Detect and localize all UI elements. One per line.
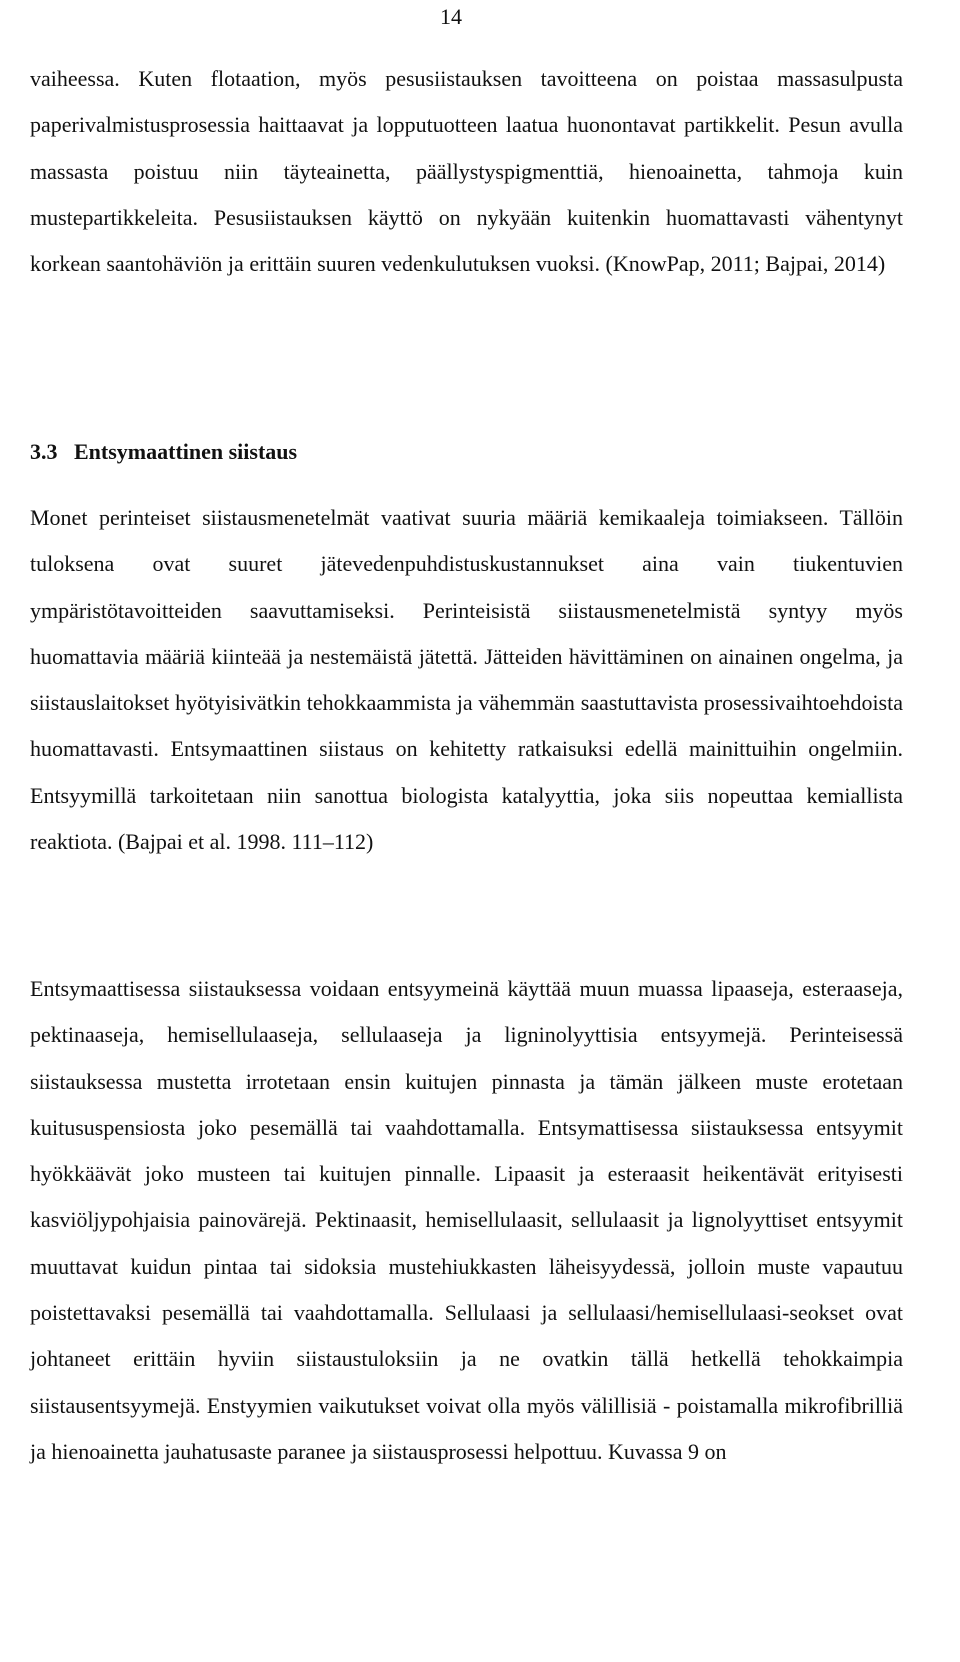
paragraph-2: Monet perinteiset siistausmenetelmät vaativat suuria määriä kemikaaleja toimiakseen. Tällöin tuloksena ovat suuret jätevedenpuhdistuskustannukset aina vain tiukentuvien ympäristötavoitteiden saavuttamiseksi. Perinteisistä siistausmenetelmistä syntyy myös huomattavia määriä kiinteää ja nestemäistä jätettä. Jätteiden hävittäminen on ainainen ongelma, ja siistauslaitokset hyötyisivätkin tehokkaammista ja vähemmän saastuttavista prosessivaihtoehdoista huomattavasti. Entsymaattinen siistaus on kehitetty ratkaisuksi edellä mainittuihin ongelmiin. Entsyymillä tarkoitetaan niin sanottua biologista katalyyttia, joka siis nopeuttaa kemiallista reaktiota. (Bajpai et al. 1998. 111–112) bbox=[30, 505, 903, 855]
paragraph-3: Entsymaattisessa siistauksessa voidaan entsyymeinä käyttää muun muassa lipaaseja, esteraaseja, pektinaaseja, hemisellulaaseja, sellulaaseja ja ligninolyyttisia entsyymejä. Perinteisessä siistauksessa mustetta irrotetaan ensin kuitujen pinnasta ja tämän jälkeen muste erotetaan kuitususpensiosta joko pesemällä tai vaahdottamalla. Entsymattisessa siistauksessa entsyymit hyökkäävät joko musteen tai kuitujen pinnalle. Lipaasit ja esteraasit heikentävät erityisesti kasviöljypohjaisia painovärejä. Pektinaasit, hemisellulaasit, sellulaasit ja lignolyyttiset entsyymit muuttavat kuidun pintaa tai sidoksia mustehiukkasten läheisyydessä, jolloin muste vapautuu poistettavaksi pesemällä tai vaahdottamalla. Sellulaasi ja sellulaasi/hemisellulaasi-seokset ovat johtaneet erittäin hyviin siistaustuloksiin ja ne ovatkin tällä hetkellä tehokkaimpia siistausentsyymejä. Enstyymien vaikutukset voivat olla myös välillisiä - poistamalla mikrofibrilliä ja hienoainetta jauhatusaste paranee ja siistausprosessi helpottuu. Kuvassa 9 on bbox=[30, 976, 903, 1464]
page-number: 14 bbox=[440, 4, 462, 29]
section-number: 3.3 bbox=[30, 439, 58, 464]
section-heading bbox=[30, 429, 297, 475]
section-title: Entsymaattinen siistaus bbox=[74, 439, 298, 464]
paragraph-1: vaiheessa. Kuten flotaation, myös pesusiistauksen tavoitteena on poistaa massasulpusta paperivalmistusprosessia haittaavat ja lopputuotteen laatua huonontavat partikkelit. Pesun avulla massasta poistuu niin täyteainetta, päällystyspigmenttiä, hienoainetta, tahmoja kuin mustepartikkeleita. Pesusiistauksen käyttö on nykyään kuitenkin huomattavasti vähentynyt korkean saantohäviön ja erittäin suuren vedenkulutuksen vuoksi. (KnowPap, 2011; Bajpai, 2014) bbox=[30, 66, 903, 277]
